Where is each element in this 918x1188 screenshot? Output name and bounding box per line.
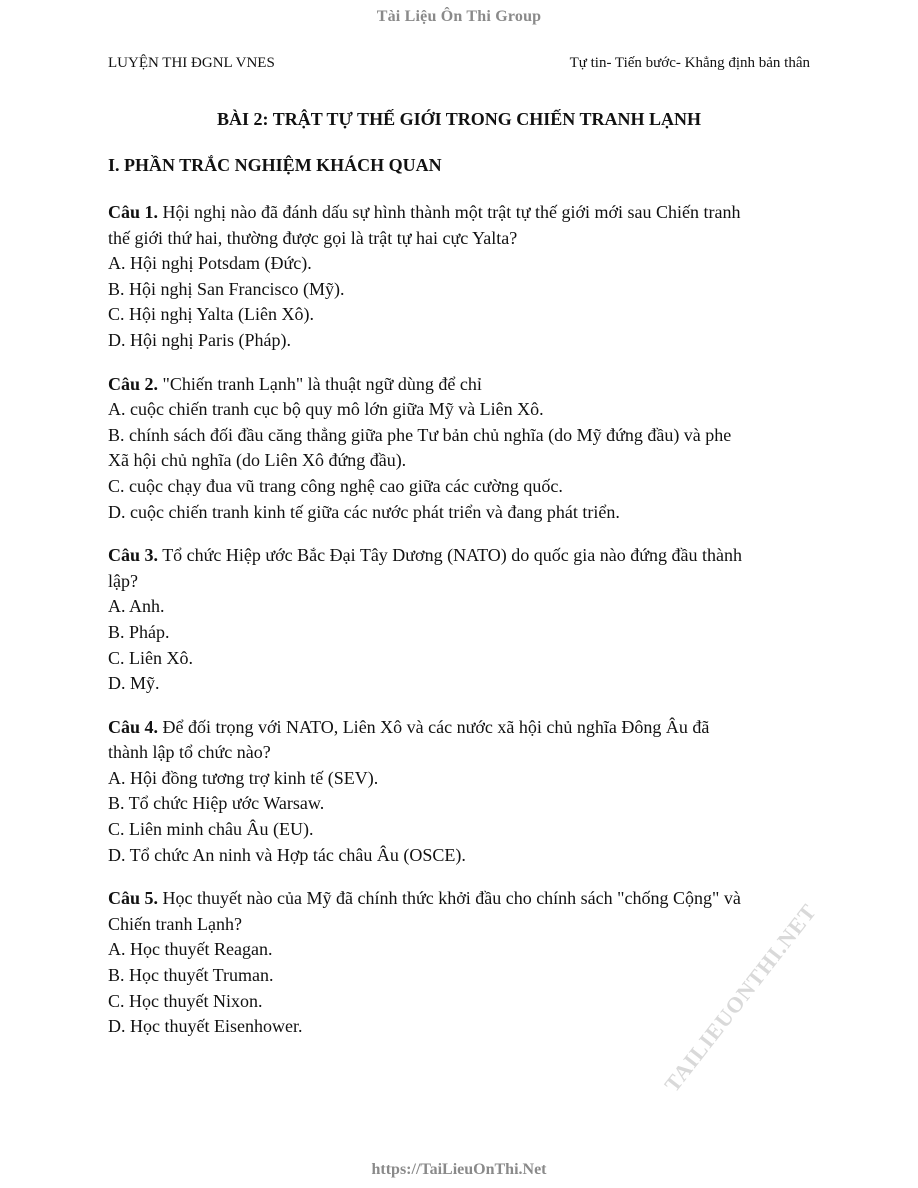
question-text: Để đối trọng với NATO, Liên Xô và các nước xã hội chủ nghĩa Đông Âu đã (158, 716, 710, 737)
question-stem (108, 715, 818, 741)
question-number: Câu 4. (108, 716, 159, 737)
question-3 (108, 543, 818, 697)
option-d: D. Hội nghị Paris (Pháp). (108, 329, 291, 350)
option-a: A. Học thuyết Reagan. (108, 939, 273, 960)
option-b: B. Tổ chức Hiệp ước Warsaw. (108, 793, 325, 814)
top-banner: Tài Liệu Ôn Thi Group (376, 8, 542, 25)
option-c: C. Học thuyết Nixon. (108, 990, 263, 1011)
question-stem (108, 543, 818, 569)
question-number: Câu 2. (108, 373, 159, 394)
question-stem (108, 372, 818, 398)
option-c: C. Hội nghị Yalta (Liên Xô). (108, 304, 314, 325)
option-a: A. Hội nghị Potsdam (Đức). (108, 253, 312, 274)
question-stem (108, 200, 818, 226)
question-text-cont: lập? (108, 570, 138, 591)
question-text: Học thuyết nào của Mỹ đã chính thức khởi đầu cho chính sách "chống Cộng" và (158, 888, 741, 909)
watermark: TAILIEUONTHI.NET (659, 898, 822, 1097)
question-text-cont: Chiến tranh Lạnh? (108, 913, 242, 934)
option-c: C. cuộc chạy đua vũ trang công nghệ cao giữa các cường quốc. (108, 475, 563, 496)
option-b: B. Hội nghị San Francisco (Mỹ). (108, 278, 345, 299)
question-text: Tổ chức Hiệp ước Bắc Đại Tây Dương (NATO) do quốc gia nào đứng đầu thành (158, 545, 742, 566)
question-stem (108, 886, 818, 912)
question-text-cont: thế giới thứ hai, thường được gọi là trật tự hai cực Yalta? (108, 227, 518, 248)
question-text-cont: thành lập tổ chức nào? (108, 742, 271, 763)
option-d: D. Học thuyết Eisenhower. (108, 1016, 303, 1037)
option-a: A. cuộc chiến tranh cục bộ quy mô lớn giữa Mỹ và Liên Xô. (108, 399, 544, 420)
option-b: B. Học thuyết Truman. (108, 965, 274, 986)
question-number: Câu 1. (108, 202, 159, 222)
option-b: B. Pháp. (108, 621, 170, 642)
option-c: C. Liên minh châu Âu (EU). (108, 819, 314, 840)
header-left: LUYỆN THI ĐGNL VNES (108, 55, 275, 71)
option-a: A. Anh. (108, 596, 165, 617)
footer-url[interactable]: https://TaiLieuOnThi.Net (371, 1161, 547, 1178)
option-d: D. Tổ chức An ninh và Hợp tác châu Âu (OSCE). (108, 844, 466, 865)
section-heading: I. PHẦN TRẮC NGHIỆM KHÁCH QUAN (108, 155, 442, 175)
header-right: Tự tin- Tiến bước- Khẳng định bản thân (569, 55, 810, 71)
question-text: Hội nghị nào đã đánh dấu sự hình thành một trật tự thế giới mới sau Chiến tranh (158, 202, 741, 222)
question-number: Câu 5. (108, 888, 159, 909)
option-c: C. Liên Xô. (108, 647, 193, 668)
question-2 (108, 372, 818, 526)
option-b: B. chính sách đối đầu căng thẳng giữa phe Tư bản chủ nghĩa (do Mỹ đứng đầu) và phe (108, 424, 732, 445)
option-d: D. cuộc chiến tranh kinh tế giữa các nước phát triển và đang phát triển. (108, 501, 620, 522)
question-text: "Chiến tranh Lạnh" là thuật ngữ dùng để chỉ (158, 373, 482, 394)
option-d: D. Mỹ. (108, 673, 160, 694)
question-1 (108, 200, 818, 354)
question-number: Câu 3. (108, 545, 159, 566)
option-a: A. Hội đồng tương trợ kinh tế (SEV). (108, 767, 379, 788)
option-b-cont: Xã hội chủ nghĩa (do Liên Xô đứng đầu). (108, 450, 407, 471)
question-list (108, 200, 818, 1058)
question-4 (108, 715, 818, 869)
page-title: BÀI 2: TRẬT TỰ THẾ GIỚI TRONG CHIẾN TRANH LẠNH (217, 109, 701, 129)
